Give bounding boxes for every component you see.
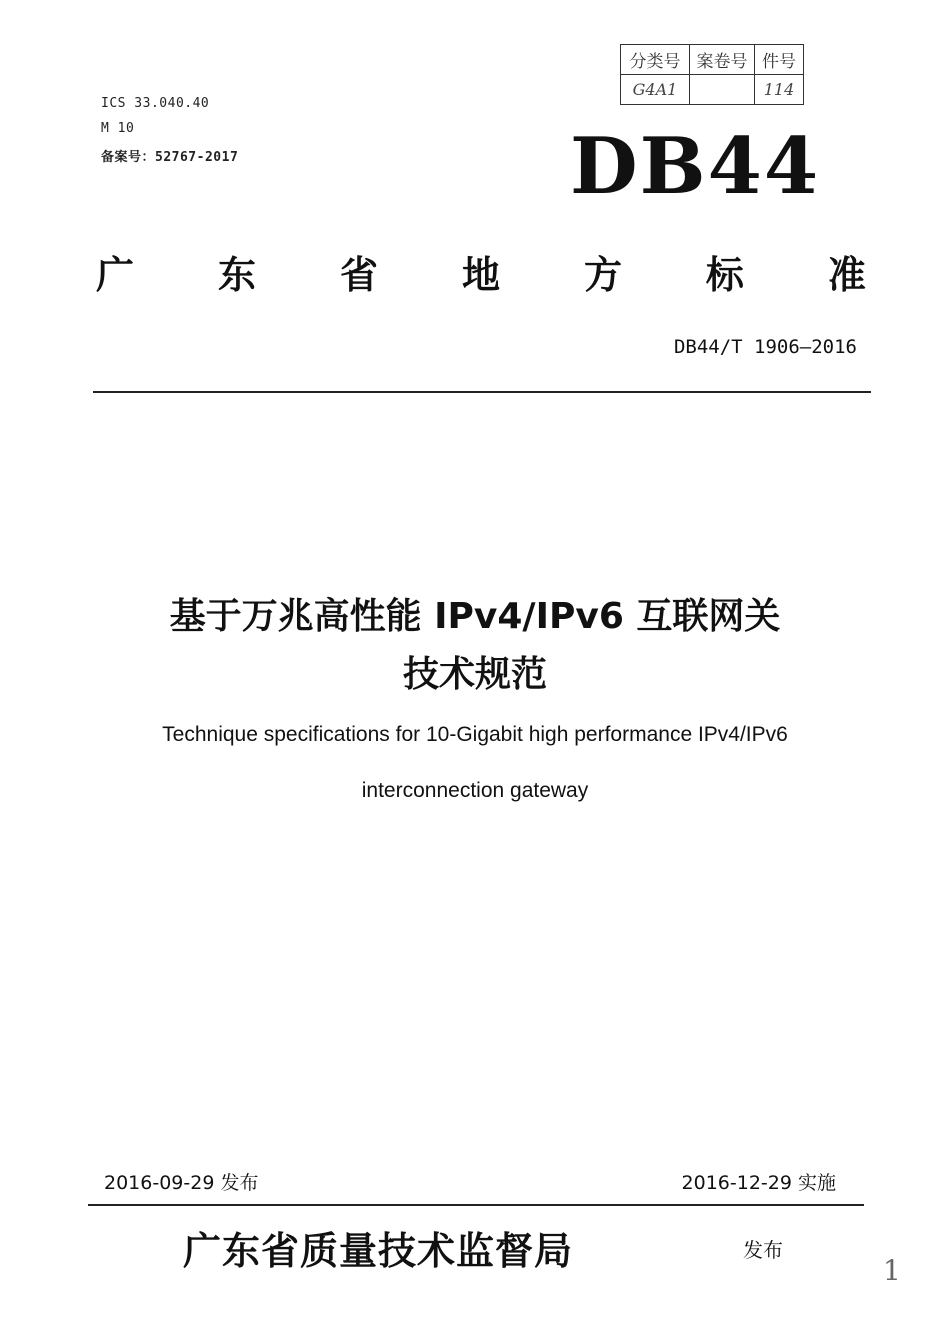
title-en-line2: interconnection gateway	[361, 779, 589, 802]
bottom-divider	[88, 1204, 864, 1206]
archive-table-value-row	[621, 75, 804, 105]
archive-header-file: 案卷号	[690, 45, 755, 75]
db44-logo: DB44	[570, 121, 821, 212]
standard-type-char: 省	[339, 253, 378, 297]
issue-date: 2016-09-29 发布	[104, 1172, 259, 1194]
publisher-name: 广东省质量技术监督局	[183, 1228, 574, 1273]
title-cn-line2: 技术规范	[402, 654, 547, 695]
standard-type-char: 准	[827, 253, 866, 297]
ics-code: ICS 33.040.40	[101, 96, 210, 111]
archive-header-category: 分类号	[621, 45, 690, 75]
standard-type-heading	[96, 244, 866, 299]
standard-type-char: 标	[705, 253, 744, 297]
standard-type-char: 方	[583, 253, 622, 297]
archive-table-header-row	[621, 45, 804, 75]
title-en-line1: Technique specifications for 10-Gigabit high performance IPv4/IPv6	[162, 723, 788, 746]
archive-header-item: 件号	[755, 45, 804, 75]
record-number: 备案号：52767-2017	[101, 150, 239, 165]
classification-code: M 10	[101, 121, 135, 136]
page-number: 1	[883, 1254, 901, 1287]
archive-value-file	[690, 75, 755, 105]
archive-table	[620, 44, 804, 105]
standard-number: DB44/T 1906—2016	[673, 336, 857, 358]
standard-type-char: 东	[217, 253, 256, 297]
title-cn-line1: 基于万兆高性能 IPv4/IPv6 互联网关	[169, 596, 781, 637]
standard-type-char: 广	[96, 253, 135, 297]
implementation-date: 2016-12-29 实施	[681, 1172, 836, 1194]
standard-type-char: 地	[461, 253, 500, 297]
archive-value-category: G4A1	[621, 75, 690, 105]
publish-suffix: 发布	[743, 1238, 783, 1262]
top-divider	[93, 391, 871, 393]
archive-value-item: 114	[755, 75, 804, 105]
